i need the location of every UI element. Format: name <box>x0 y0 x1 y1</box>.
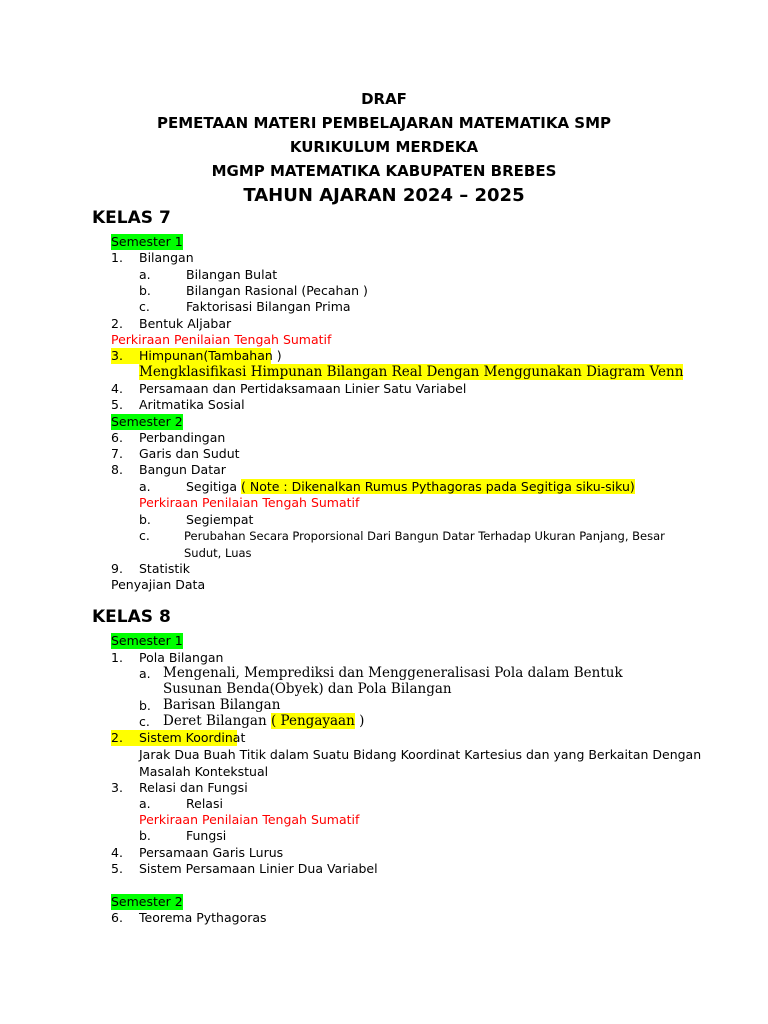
list-item: Persamaan Garis Lurus <box>139 845 284 860</box>
list-number: 4. <box>111 845 123 860</box>
section-heading-kelas8: KELAS 8 <box>92 607 171 627</box>
list-number: 2. <box>111 730 123 745</box>
list-letter: b. <box>139 828 151 843</box>
list-item: Statistik <box>139 561 190 576</box>
list-item: Persamaan dan Pertidaksamaan Linier Satu Variabel <box>139 381 467 396</box>
semester-label: Semester 2 <box>111 414 183 429</box>
document-title: PEMETAAN MATERI PEMBELAJARAN MATEMATIKA SMP <box>156 114 612 132</box>
section-heading-kelas7: KELAS 7 <box>92 208 171 228</box>
item-description: Mengklasifikasi Himpunan Bilangan Real Dengan Menggunakan Diagram Venn <box>139 364 684 380</box>
list-item: Garis dan Sudut <box>139 446 240 461</box>
list-number: 6. <box>111 430 123 445</box>
list-item: Bilangan <box>139 250 194 265</box>
list-number: 9. <box>111 561 123 576</box>
sub-item: Perubahan Secara Proporsional Dari Bangun Datar Terhadap Ukuran Panjang, Besar <box>184 529 665 543</box>
sub-item: Segiempat <box>186 512 254 527</box>
list-number: 3. <box>111 348 123 363</box>
item-description: Jarak Dua Buah Titik dalam Suatu Bidang Koordinat Kartesius dan yang Berkaitan Dengan <box>139 747 702 762</box>
list-item: Himpunan(Tambahan ) <box>139 348 282 363</box>
sub-item-label: Deret Bilangan <box>163 713 267 729</box>
list-item: Perbandingan <box>139 430 226 445</box>
list-letter: a. <box>139 666 151 681</box>
organization-label: MGMP MATEMATIKA KABUPATEN BREBES <box>211 162 557 180</box>
list-number: 8. <box>111 462 123 477</box>
sub-item: Fungsi <box>186 828 227 843</box>
list-letter: a. <box>139 796 151 811</box>
closing-paren: ) <box>354 713 365 729</box>
list-letter: a. <box>139 479 151 494</box>
list-item: Teorema Pythagoras <box>139 910 267 925</box>
list-number: 5. <box>111 861 123 876</box>
list-item: Pola Bilangan <box>139 650 224 665</box>
list-letter: b. <box>139 698 151 713</box>
academic-year: TAHUN AJARAN 2024 – 2025 <box>243 185 525 206</box>
list-letter: c. <box>139 714 150 729</box>
list-number: 1. <box>111 650 123 665</box>
list-number: 2. <box>111 316 123 331</box>
list-number: 4. <box>111 381 123 396</box>
assessment-note: Perkiraan Penilaian Tengah Sumatif <box>139 812 360 827</box>
list-letter: c. <box>139 528 150 543</box>
list-letter: b. <box>139 283 151 298</box>
list-item: Bentuk Aljabar <box>139 316 232 331</box>
highlighted-item <box>111 348 282 364</box>
highlighted-item <box>111 730 246 746</box>
list-number: 7. <box>111 446 123 461</box>
list-letter: c. <box>139 299 150 314</box>
list-letter: a. <box>139 267 151 282</box>
list-number: 1. <box>111 250 123 265</box>
semester-label: Semester 1 <box>111 633 183 648</box>
list-number: 6. <box>111 910 123 925</box>
list-item: Sistem Persamaan Linier Dua Variabel <box>139 861 378 876</box>
sub-item <box>186 479 635 495</box>
sub-item: Bilangan Bulat <box>186 267 278 282</box>
sub-item: Mengenali, Memprediksi dan Menggeneralisasi Pola dalam Bentuk <box>163 665 623 681</box>
item-description: Penyajian Data <box>111 577 206 592</box>
curriculum-label: KURIKULUM MERDEKA <box>289 138 479 156</box>
list-item: Sistem Koordinat <box>139 730 246 745</box>
sub-item-continuation: Sudut, Luas <box>184 546 252 560</box>
list-letter: b. <box>139 512 151 527</box>
assessment-note: Perkiraan Penilaian Tengah Sumatif <box>139 495 360 510</box>
sub-item: Bilangan Rasional (Pecahan ) <box>186 283 368 298</box>
item-description-continuation: Masalah Kontekstual <box>139 764 269 779</box>
list-item: Bangun Datar <box>139 462 226 477</box>
semester-label: Semester 1 <box>111 234 183 249</box>
draft-label: DRAF <box>361 90 407 108</box>
sub-item <box>163 713 364 729</box>
list-number: 5. <box>111 397 123 412</box>
highlighted-note: ( Note : Dikenalkan Rumus Pythagoras pada Segitiga siku-siku) <box>241 479 635 494</box>
semester-label: Semester 2 <box>111 894 183 909</box>
sub-item: Barisan Bilangan <box>163 697 281 713</box>
list-number: 3. <box>111 780 123 795</box>
list-item: Aritmatika Sosial <box>139 397 245 412</box>
sub-item: Relasi <box>186 796 223 811</box>
sub-item-label: Segitiga <box>186 479 238 494</box>
highlighted-note: ( Pengayaan <box>270 713 355 729</box>
assessment-note: Perkiraan Penilaian Tengah Sumatif <box>111 332 332 347</box>
sub-item-continuation: Susunan Benda(Obyek) dan Pola Bilangan <box>163 681 452 697</box>
sub-item: Faktorisasi Bilangan Prima <box>186 299 351 314</box>
list-item: Relasi dan Fungsi <box>139 780 248 795</box>
